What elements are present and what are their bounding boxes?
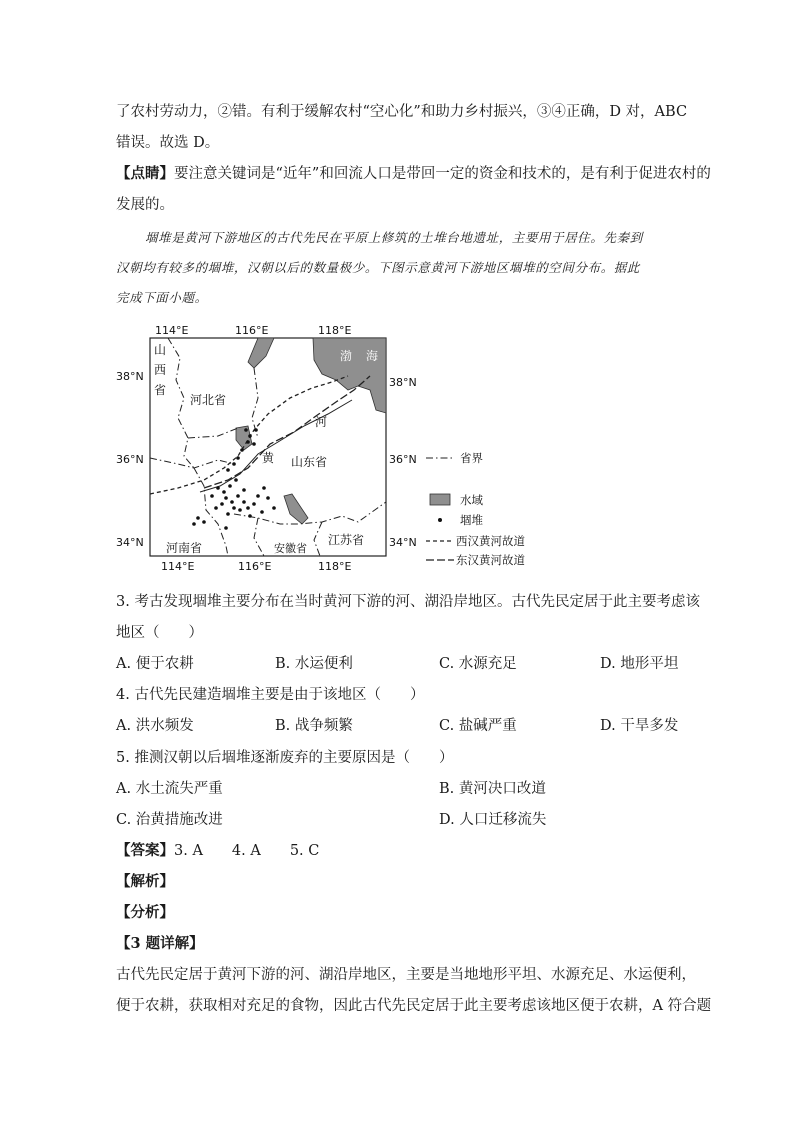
- intro-line: 汉朝均有较多的堌堆，汉朝以后的数量极少。下图示意黄河下游地区堌堆的空间分布。据此: [116, 260, 641, 275]
- legend-water-swatch: [430, 494, 450, 505]
- lon-label-top: 116°E: [235, 324, 269, 337]
- legend-east-han-label: 东汉黄河故道: [456, 553, 525, 567]
- lon-label-top: 118°E: [318, 324, 352, 337]
- legend-mound-dot: [438, 518, 442, 522]
- answer-label: 【答案】: [116, 842, 174, 859]
- option-c[interactable]: C. 水源充足: [439, 656, 517, 672]
- tip-paragraph: [116, 164, 711, 184]
- province-label: 西: [154, 363, 167, 377]
- question-stem: 4. 古代先民建造堌堆主要是由于该地区（ ）: [116, 687, 425, 703]
- option-c[interactable]: C. 治黄措施改进: [116, 812, 223, 828]
- question-stem: 3. 考古发现堌堆主要分布在当时黄河下游的河、湖沿岸地区。古代先民定居于此主要考虑该: [116, 594, 700, 610]
- lon-label-bottom: 114°E: [161, 560, 195, 573]
- sea-label: 海: [366, 349, 379, 363]
- text-line: 古代先民定居于黄河下游的河、湖沿岸地区，主要是当地地形平坦、水源充足、水运便利，: [116, 967, 696, 983]
- lon-label-bottom: 116°E: [238, 560, 272, 573]
- option-d[interactable]: D. 干旱多发: [600, 718, 679, 734]
- answer-text: 3. A 4. A 5. C: [174, 843, 320, 859]
- lon-label-top: 114°E: [155, 324, 189, 337]
- lon-label-bottom: 118°E: [318, 560, 352, 573]
- province-label: 山: [154, 343, 167, 357]
- legend-water-label: 水域: [460, 493, 483, 507]
- legend-boundary-label: 省界: [460, 451, 483, 465]
- map-legend: [426, 451, 525, 567]
- detail-label: 【3 题详解】: [116, 935, 204, 952]
- text-line: 便于农耕，获取相对充足的食物，因此古代先民定居于此主要考虑该地区便于农耕，A 符合题: [116, 998, 712, 1014]
- province-label: 河北省: [190, 393, 227, 407]
- text-line: 发展的。: [116, 197, 174, 213]
- option-d[interactable]: D. 人口迁移流失: [439, 812, 547, 828]
- option-a[interactable]: A. 便于农耕: [116, 656, 194, 672]
- tip-label: 【点睛】: [116, 165, 174, 182]
- lat-label-right: 36°N: [389, 453, 417, 466]
- lat-label-left: 36°N: [116, 453, 144, 466]
- text-line: 错误。故选 D。: [116, 135, 220, 151]
- tip-text: 要注意关键词是“近年”和回流人口是带回一定的资金和技术的，是有利于促进农村的: [174, 166, 711, 182]
- lat-label-left: 34°N: [116, 536, 144, 549]
- fenxi-label: 【分析】: [116, 904, 174, 921]
- lat-label-right: 38°N: [389, 376, 417, 389]
- option-b[interactable]: B. 水运便利: [275, 656, 353, 672]
- yellow-river-map: [108, 318, 548, 583]
- province-label: 江苏省: [328, 533, 365, 547]
- option-b[interactable]: B. 战争频繁: [275, 718, 353, 734]
- option-b[interactable]: B. 黄河决口改道: [439, 781, 546, 797]
- option-d[interactable]: D. 地形平坦: [600, 656, 679, 672]
- intro-line: 堌堆是黄河下游地区的古代先民在平原上修筑的土堆台地遗址，主要用于居住。先秦到: [145, 230, 643, 245]
- legend-west-han-label: 西汉黄河故道: [456, 534, 525, 548]
- river-label: 黄: [262, 451, 275, 465]
- legend-mound-label: 堌堆: [460, 513, 483, 527]
- question-stem: 5. 推测汉朝以后堌堆逐渐废弃的主要原因是（ ）: [116, 750, 454, 766]
- province-label: 山东省: [291, 455, 328, 469]
- intro-line: 完成下面小题。: [116, 290, 208, 305]
- province-label: 河南省: [166, 541, 203, 555]
- answer-line: [116, 841, 319, 861]
- option-a[interactable]: A. 水土流失严重: [116, 781, 223, 797]
- lat-label-right: 34°N: [389, 536, 417, 549]
- option-c[interactable]: C. 盐碱严重: [439, 718, 517, 734]
- lat-label-left: 38°N: [116, 370, 144, 383]
- province-label: 省: [154, 383, 167, 397]
- option-a[interactable]: A. 洪水频发: [116, 718, 194, 734]
- province-label: 安徽省: [274, 542, 307, 555]
- analysis-label: 【解析】: [116, 873, 174, 890]
- question-stem: 地区（ ）: [116, 625, 203, 641]
- sea-label: 渤: [340, 349, 353, 363]
- river-label: 河: [315, 415, 328, 429]
- text-line: 了农村劳动力，②错。有利于缓解农村“空心化”和助力乡村振兴，③④正确，D 对，ABC: [116, 104, 688, 120]
